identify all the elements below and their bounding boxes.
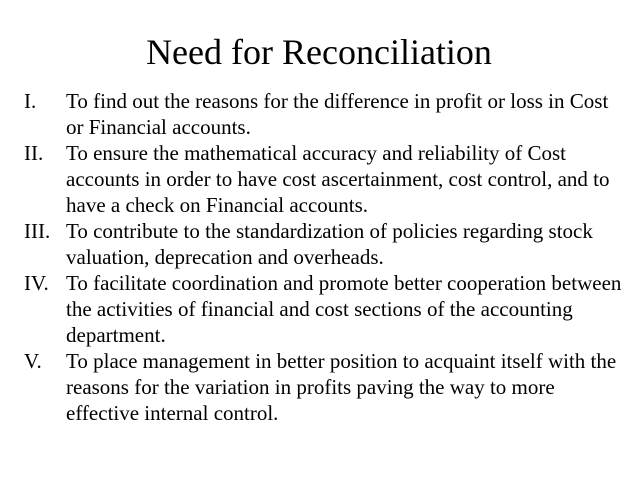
list-item <box>24 218 624 270</box>
slide-title: Need for Reconciliation <box>146 32 492 72</box>
reasons-list <box>24 88 624 426</box>
list-item <box>24 348 624 426</box>
list-item-marker: II. <box>24 141 44 165</box>
list-item-marker: V. <box>24 349 42 373</box>
list-item <box>24 140 624 218</box>
list-item-text: To find out the reasons for the difference in profit or loss in Cost or Financial accounts. <box>66 89 609 139</box>
list-item-text: To facilitate coordination and promote better cooperation between the activities of financial and cost sections of the accounting department. <box>66 271 622 347</box>
list-item-marker: III. <box>24 219 51 243</box>
list-item-text: To place management in better position to acquaint itself with the reasons for the variation in profits paving the way to more effective internal control. <box>66 349 617 425</box>
list-item-marker: I. <box>24 89 37 113</box>
list-item <box>24 270 624 348</box>
list-item-marker: IV. <box>24 271 49 295</box>
list-item-text: To ensure the mathematical accuracy and reliability of Cost accounts in order to have cost ascertainment, cost control, and to have a check on Financial accounts. <box>66 141 610 217</box>
list-item-text: To contribute to the standardization of policies regarding stock valuation, deprecation and overheads. <box>66 219 593 269</box>
list-item <box>24 88 624 140</box>
